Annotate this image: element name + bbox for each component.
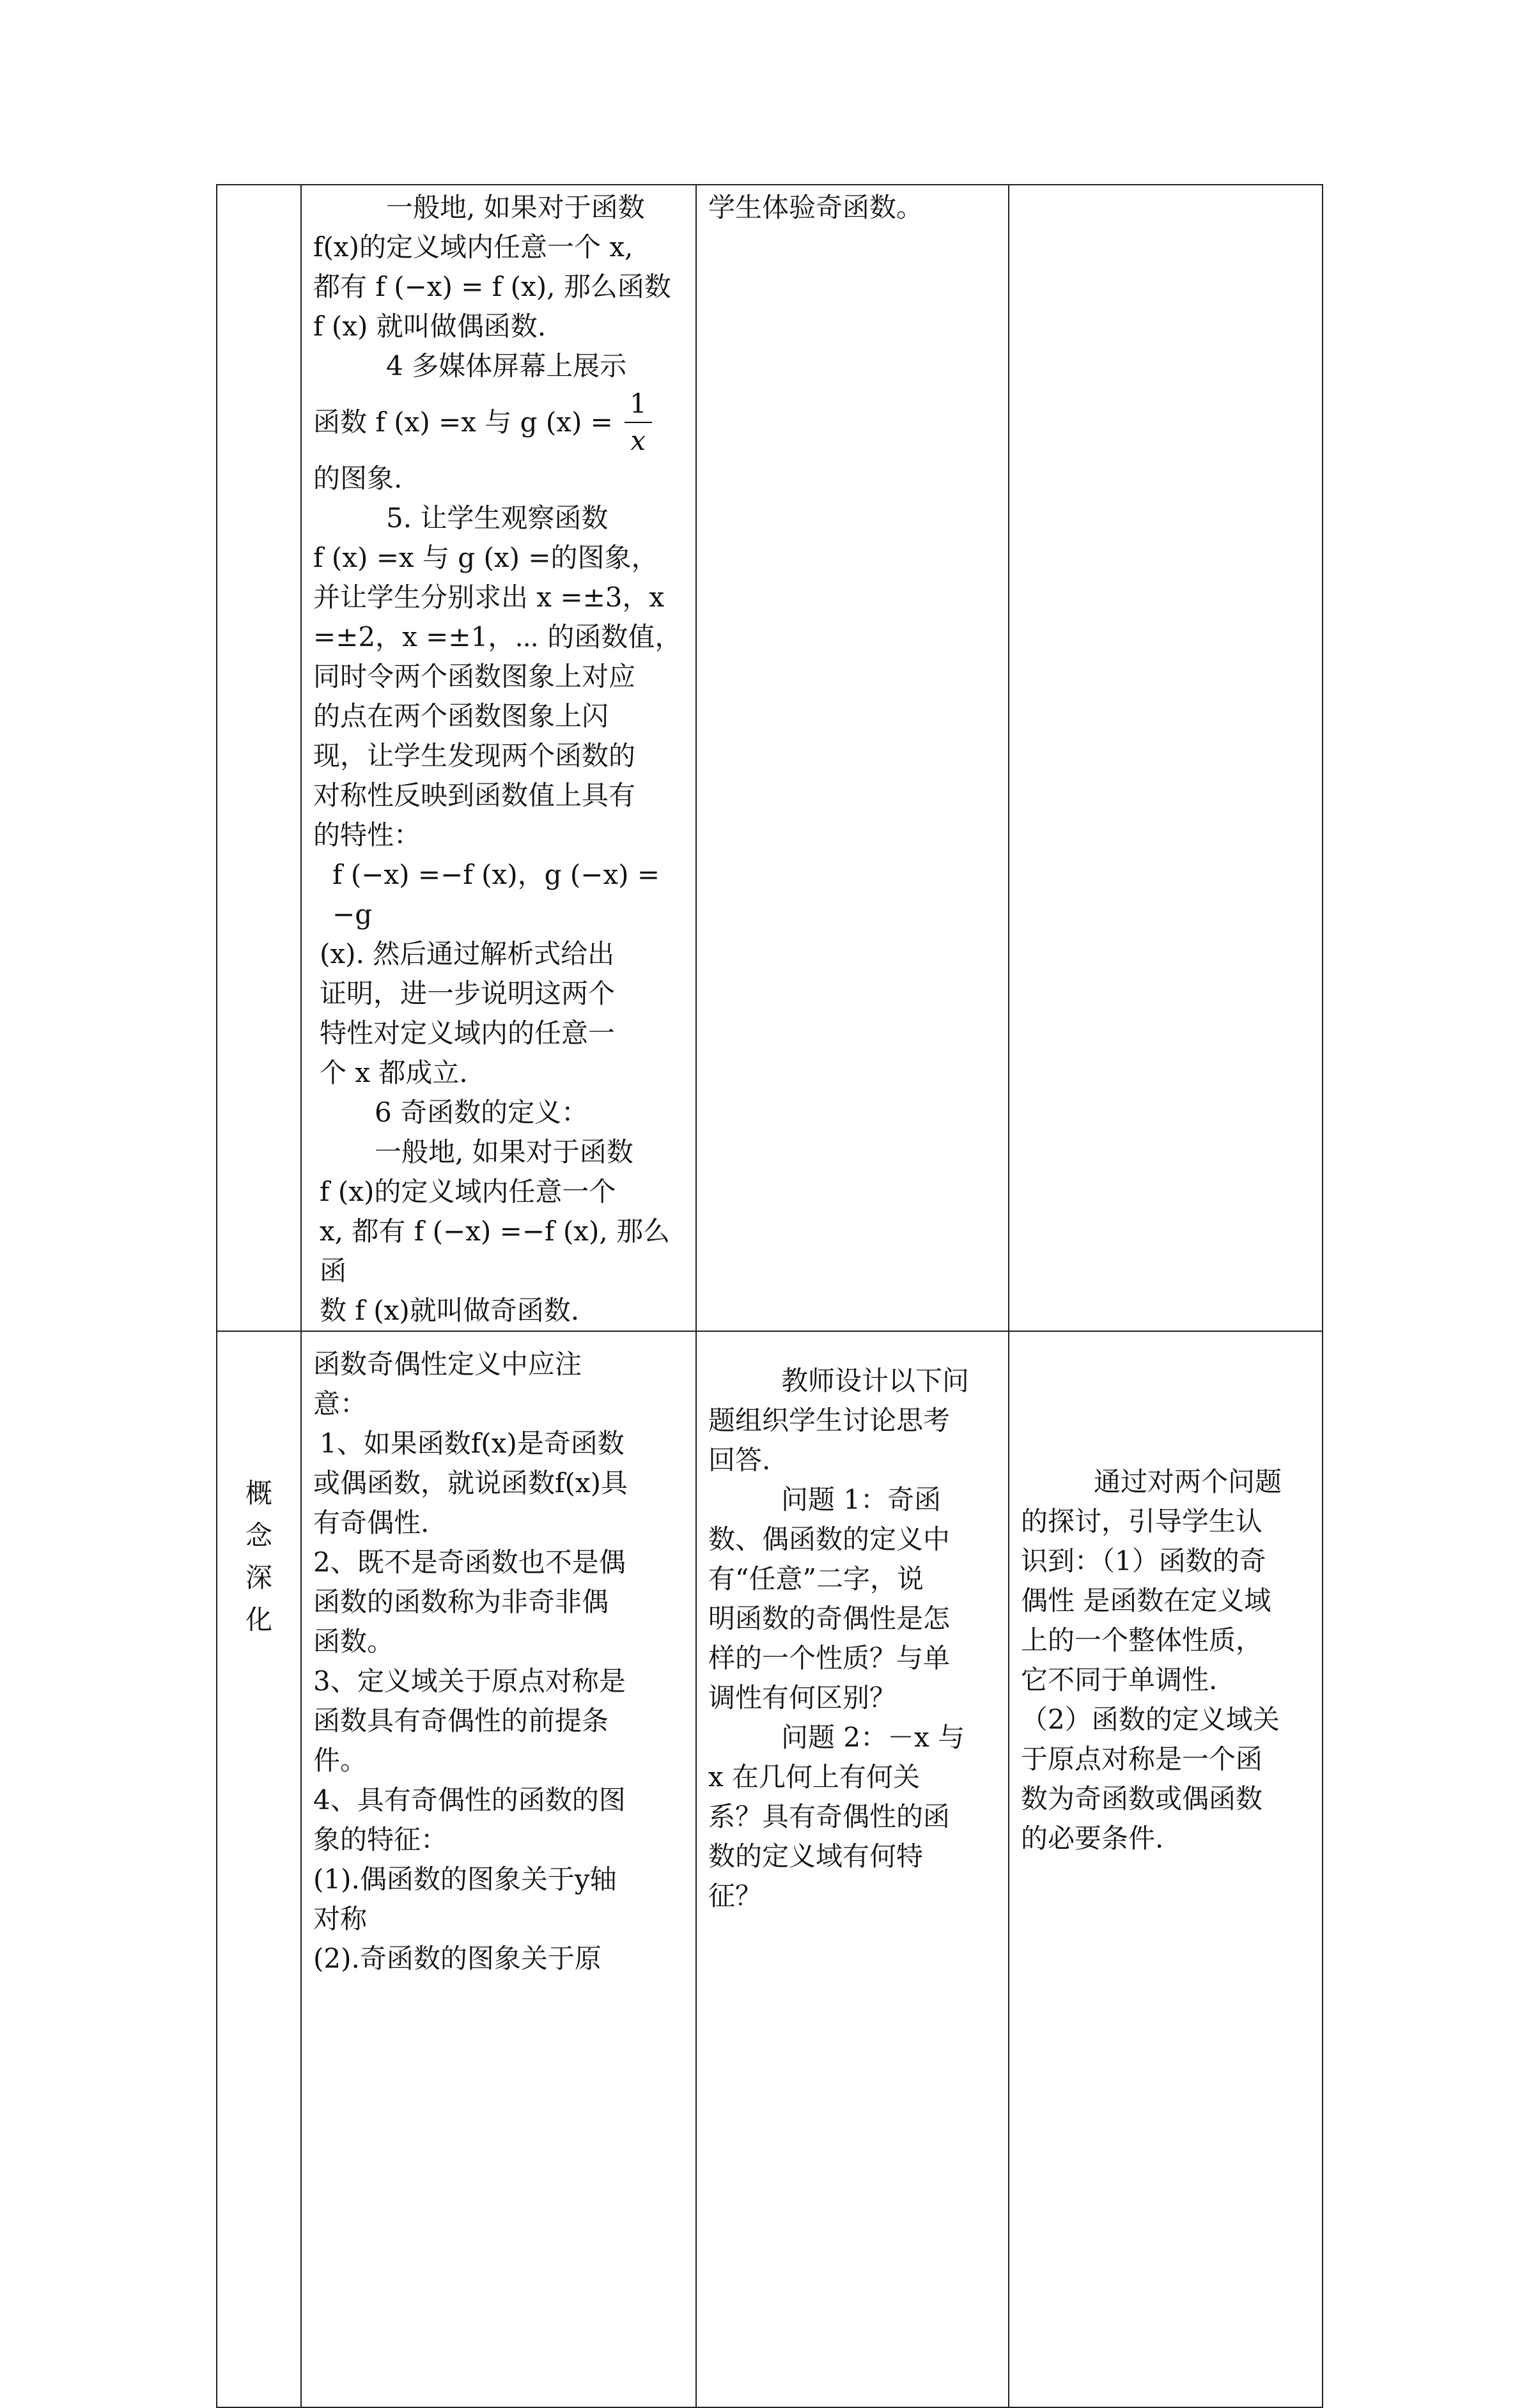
text-line: 对称性反映到函数值上具有 xyxy=(313,780,636,811)
text-line: 函数的函数称为非奇非偶 xyxy=(313,1586,609,1617)
text-line: 回答. xyxy=(708,1444,771,1476)
table-row-2 xyxy=(217,1331,1323,2407)
row2-content-cell xyxy=(301,1331,696,2407)
text-line: f (x) 就叫做偶函数. xyxy=(313,311,547,342)
text-line: 4 多媒体屏幕上展示 xyxy=(386,350,627,382)
text-line: 函数。 xyxy=(313,1626,394,1657)
text-line: 教师设计以下问 xyxy=(781,1365,970,1396)
vertical-label xyxy=(217,1472,300,1641)
text-line: 于原点对称是一个函 xyxy=(1021,1743,1263,1775)
text-line: 函数奇偶性定义中应注 xyxy=(313,1348,582,1380)
text-line: 样的一个性质？与单 xyxy=(708,1642,951,1674)
label-char: 化 xyxy=(245,1604,272,1635)
row1-label-cell xyxy=(217,185,301,1331)
row2-label-cell xyxy=(217,1331,301,2407)
fraction xyxy=(625,386,652,459)
text-line: (x). 然后通过解析式给出 xyxy=(320,938,615,969)
text-line: 问题 2：－x 与 xyxy=(781,1722,965,1753)
text-line: =±2，x =±1，⋯ 的函数值， xyxy=(313,621,682,652)
text-line: 识到：（1）函数的奇 xyxy=(1021,1545,1266,1577)
text-line: 6 奇函数的定义： xyxy=(375,1097,589,1128)
text-line: 的点在两个函数图象上闪 xyxy=(313,700,609,732)
row2-teacher-activity-cell xyxy=(696,1331,1009,2407)
text-line: f (x)的定义域内任意一个 xyxy=(320,1176,616,1207)
text-line: 题组织学生讨论思考 xyxy=(708,1405,951,1436)
text-line: 的必要条件. xyxy=(1021,1823,1164,1854)
text-line: f (x) =x 与 g (x) =的图象， xyxy=(313,542,658,573)
text-line: 数、偶函数的定义中 xyxy=(708,1524,951,1555)
text-line: 1、如果函数f(x)是奇函数 xyxy=(320,1428,625,1459)
text-line: 的特性： xyxy=(313,819,421,851)
row1-content-cell xyxy=(301,185,696,1331)
text-line: 有奇偶性. xyxy=(313,1507,430,1538)
text-line: 件。 xyxy=(313,1745,368,1776)
label-char: 概 xyxy=(245,1478,272,1509)
text-line: 数 f (x)就叫做奇函数. xyxy=(320,1295,580,1326)
text-line: 调性有何区别？ xyxy=(708,1682,897,1713)
text-line: 通过对两个问题 xyxy=(1094,1466,1282,1497)
text-line: 明函数的奇偶性是怎 xyxy=(708,1603,951,1634)
text-line: 一般地, 如果对于函数 xyxy=(386,192,645,223)
text-line: 都有 f (−x) = f (x), 那么函数 xyxy=(313,271,671,302)
fraction-numerator: 1 xyxy=(625,386,652,423)
row1-design-intent-cell xyxy=(1009,185,1323,1331)
text-line: 或偶函数，就说函数f(x)具 xyxy=(313,1467,628,1499)
text-line: 象的特征： xyxy=(313,1824,448,1855)
fraction-denominator: x xyxy=(630,425,646,456)
label-char: 念 xyxy=(245,1520,272,1551)
table-row-1 xyxy=(217,185,1323,1331)
text-line: 意： xyxy=(313,1388,368,1419)
text-line: 特性对定义域内的任意一 xyxy=(320,1017,616,1049)
row1-student-activity-cell xyxy=(696,185,1009,1331)
text-line: 5. 让学生观察函数 xyxy=(386,502,609,534)
text-line: 的探讨，引导学生认 xyxy=(1021,1506,1263,1537)
text-line: (2).奇函数的图象关于原 xyxy=(313,1943,602,1974)
text-line: 证明，进一步说明这两个 xyxy=(320,978,616,1009)
text-line: 3、定义域关于原点对称是 xyxy=(313,1665,626,1697)
text-line: f(x)的定义域内任意一个 x, xyxy=(313,231,633,263)
text-line: 它不同于单调性. xyxy=(1021,1664,1218,1695)
text-line: 上的一个整体性质， xyxy=(1021,1625,1263,1656)
text-line: 数的定义域有何特 xyxy=(708,1841,924,1872)
text-line: 现，让学生发现两个函数的 xyxy=(313,740,636,771)
text-line: 个 x 都成立. xyxy=(320,1057,468,1088)
text-line: 有“任意”二字，说 xyxy=(708,1563,924,1594)
text-line: 偶性 是函数在定义域 xyxy=(1021,1585,1271,1616)
row2-design-intent-cell xyxy=(1009,1331,1323,2407)
text-line: 同时令两个函数图象上对应 xyxy=(313,661,636,692)
text-line: 数为奇函数或偶函数 xyxy=(1021,1783,1263,1814)
text-line: 问题 1：奇函 xyxy=(781,1484,942,1515)
fraction-line xyxy=(313,386,688,459)
label-char: 深 xyxy=(245,1562,272,1593)
text-line: x 在几何上有何关 xyxy=(708,1761,920,1793)
text-line: f (−x) =−f (x)，g (−x) = −g xyxy=(332,859,660,930)
text-line: 的图象. xyxy=(313,463,403,494)
text-line: (1).偶函数的图象关于y轴 xyxy=(313,1864,617,1895)
text-line: 2、既不是奇函数也不是偶 xyxy=(313,1547,626,1578)
text-line: 对称 xyxy=(313,1903,368,1934)
text-line: 函数具有奇偶性的前提条 xyxy=(313,1705,609,1736)
lesson-plan-table xyxy=(216,184,1323,2408)
text-line: x, 都有 f (−x) =−f (x), 那么函 xyxy=(320,1216,671,1286)
text-line: 4、具有奇偶性的函数的图 xyxy=(313,1784,626,1816)
text-line: 一般地, 如果对于函数 xyxy=(375,1136,633,1168)
text-line: 并让学生分别求出 x =±3，x xyxy=(313,582,665,613)
text-line: 征？ xyxy=(708,1880,763,1911)
text-line: 系？具有奇偶性的函 xyxy=(708,1801,951,1832)
text-line: 函数 f (x) =x 与 g (x) = xyxy=(313,406,613,438)
text-line: （2）函数的定义域关 xyxy=(1021,1704,1280,1735)
text-line: 学生体验奇函数。 xyxy=(708,192,924,223)
